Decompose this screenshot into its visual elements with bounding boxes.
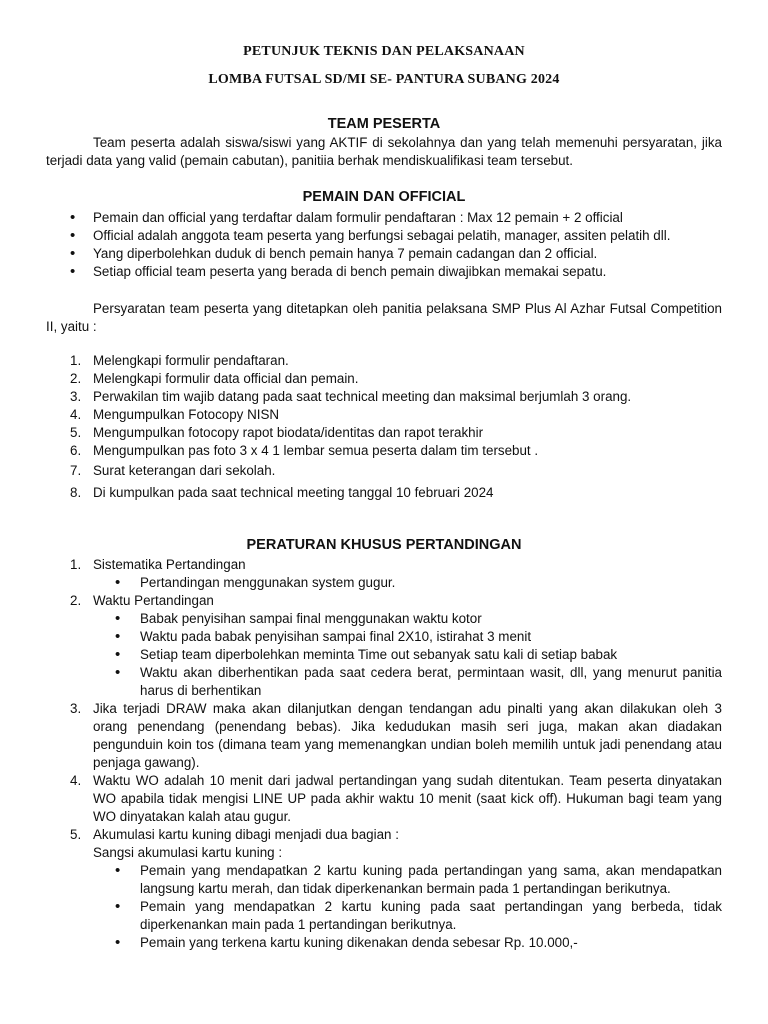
rules-heading: PERATURAN KHUSUS PERTANDINGAN	[246, 537, 522, 553]
list-item: 1. Sistematika Pertandingan • Pertandingan menggunakan system gugur.	[46, 556, 722, 592]
list-item: 4. Waktu WO adalah 10 menit dari jadwal pertandingan yang sudah ditentukan. Team peserta dinyatakan WO apabila tidak mengisi LINE UP pada akhir waktu 10 menit (saat kick off). Hukuman bagi team yang WO dinyatakan kalah atau gugur.	[70, 773, 722, 824]
list-item: 6. Mengumpulkan pas foto 3 x 4 1 lembar semua peserta dalam tim tersebut .	[70, 443, 539, 458]
list-item: 1. Melengkapi formulir pendaftaran.	[70, 353, 289, 368]
official-heading: PEMAIN DAN OFFICIAL	[302, 189, 466, 205]
sub-list-item: • Waktu akan diberhentikan pada saat cedera berat, permintaan wasit, dll, yang menurut panitia harus di berhentikan	[93, 664, 722, 700]
rules-list	[46, 556, 722, 952]
list-item: • Yang diperbolehkan duduk di bench pemain hanya 7 pemain cadangan dan 2 official.	[46, 245, 722, 263]
document-subtitle: LOMBA FUTSAL SD/MI SE- PANTURA SUBANG 2024	[208, 72, 560, 87]
list-item: • Setiap official team peserta yang berada di bench pemain diwajibkan memakai sepatu.	[46, 263, 722, 281]
document-title: PETUNJUK TEKNIS DAN PELAKSANAAN	[243, 44, 525, 59]
team-heading: TEAM PESERTA	[327, 116, 441, 132]
list-item: 2. Waktu Pertandingan • Babak penyisihan sampai final menggunakan waktu kotor • Waktu pada babak penyisihan sampai final 2X10, istirahat 3 menit • Setiap team diperbolehkan meminta Time out sebanyak satu kali di setiap babak • Waktu akan diberhentikan pada saat cedera berat, permintaan wasit, dll, yang menurut panitia harus di berhentikan	[46, 592, 722, 700]
team-paragraph: Team peserta adalah siswa/siswi yang AKTIF di sekolahnya dan yang telah memenuhi persyaratan, jika terjadi data yang valid (pemain cabutan), panitiia berhak mendiskualifikasi team tersebut.	[46, 135, 722, 168]
sub-list-item: • Pemain yang terkena kartu kuning dikenakan denda sebesar Rp. 10.000,-	[93, 934, 722, 952]
requirements-list	[46, 352, 722, 502]
list-item: 5. Akumulasi kartu kuning dibagi menjadi dua bagian : Sangsi akumulasi kartu kuning : • Pemain yang mendapatkan 2 kartu kuning pada pertandingan yang sama, akan mendapatkan langsung kartu merah, dan tidak diperkenankan bermain pada 1 pertandingan berikutnya. • Pemain yang mendapatkan 2 kartu kuning pada saat pertandingan yang berbeda, tidak diperkenankan main pada 1 pertandingan berikutnya. • Pemain yang terkena kartu kuning dikenakan denda sebesar Rp. 10.000,-	[46, 826, 722, 952]
sub-list-item: • Pertandingan menggunakan system gugur.	[93, 574, 722, 592]
requirements-intro: Persyaratan team peserta yang ditetapkan oleh panitia pelaksana SMP Plus Al Azhar Futsal Competition II, yaitu :	[46, 301, 722, 334]
list-item: • Pemain dan official yang terdaftar dalam formulir pendaftaran : Max 12 pemain + 2 official	[46, 209, 722, 227]
list-item: • Official adalah anggota team peserta yang berfungsi sebagai pelatih, manager, assiten pelatih dll.	[46, 227, 722, 245]
sub-list	[93, 610, 722, 700]
list-item: 8. Di kumpulkan pada saat technical meeting tanggal 10 februari 2024	[70, 485, 494, 500]
sub-list-item: • Waktu pada babak penyisihan sampai final 2X10, istirahat 3 menit	[93, 628, 722, 646]
sub-list-item: • Setiap team diperbolehkan meminta Time out sebanyak satu kali di setiap babak	[93, 646, 722, 664]
list-item: 4. Mengumpulkan Fotocopy NISN	[70, 407, 280, 422]
sub-list	[93, 574, 722, 592]
list-item: 3. Jika terjadi DRAW maka akan dilanjutkan dengan tendangan adu pinalti yang akan dilakukan oleh 3 orang penendang (penendang bebas). Jika kedudukan masih seri juga, makan akan diadakan pengunduin koin tos (dimana team yang memenangkan undian boleh memilih untuk jadi penendang atau penjaga gawang).	[70, 701, 722, 770]
sub-list-item: • Pemain yang mendapatkan 2 kartu kuning pada saat pertandingan yang berbeda, tidak diperkenankan main pada 1 pertandingan berikutnya.	[93, 898, 722, 934]
list-item: 7. Surat keterangan dari sekolah.	[70, 463, 276, 478]
sanction-subtitle: Sangsi akumulasi kartu kuning :	[93, 845, 283, 860]
sub-list-item: • Babak penyisihan sampai final menggunakan waktu kotor	[93, 610, 722, 628]
list-item: 3. Perwakilan tim wajib datang pada saat technical meeting dan maksimal berjumlah 3 orang.	[70, 389, 632, 404]
list-item: 5. Mengumpulkan fotocopy rapot biodata/identitas dan rapot terakhir	[70, 425, 484, 440]
list-item: 2. Melengkapi formulir data official dan pemain.	[70, 371, 359, 386]
sub-list-item: • Pemain yang mendapatkan 2 kartu kuning pada pertandingan yang sama, akan mendapatkan langsung kartu merah, dan tidak diperkenankan bermain pada 1 pertandingan berikutnya.	[93, 862, 722, 898]
official-bullet-list	[46, 209, 722, 281]
sub-list	[93, 862, 722, 952]
